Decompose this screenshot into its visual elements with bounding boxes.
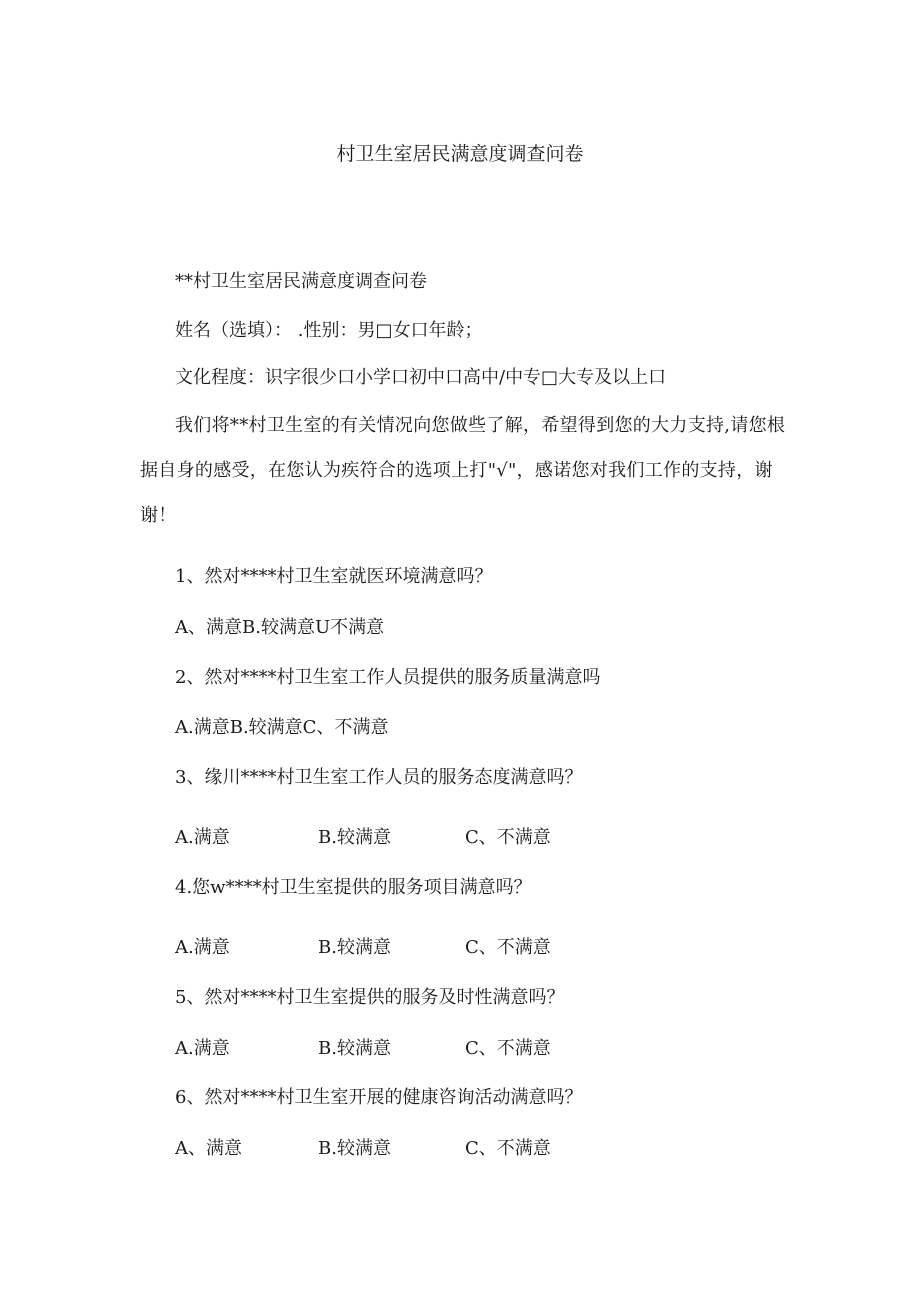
education-line: 文化程度：识字很少口小学口初中口高中/中专□大专及以上口 — [175, 367, 667, 388]
respondent-info-line: 姓名（选填）： .性别：男□女口年龄； — [175, 320, 483, 341]
question-2-options: A.满意B.较满意C、不满意 — [175, 717, 389, 738]
question-3: 3、缘川****村卫生室工作人员的服务态度满意吗？ — [175, 767, 583, 788]
question-6-option-a: A、满意 — [175, 1138, 242, 1159]
question-2: 2、然对****村卫生室工作人员提供的服务质量满意吗 — [175, 667, 601, 688]
question-4-option-b: B.较满意 — [318, 937, 391, 958]
question-5-option-a: A.满意 — [175, 1038, 230, 1059]
question-4: 4.您w****村卫生室提供的服务项目满意吗？ — [175, 877, 532, 898]
question-4-option-a: A.满意 — [175, 937, 230, 958]
question-3-option-c: C、不满意 — [465, 827, 551, 848]
question-5: 5、然对****村卫生室提供的服务及时性满意吗？ — [175, 987, 565, 1008]
question-6: 6、然对****村卫生室开展的健康咨询活动满意吗？ — [175, 1087, 583, 1108]
page-title: 村卫生室居民满意度调查问卷 — [336, 143, 584, 165]
question-3-option-b: B.较满意 — [318, 827, 391, 848]
question-5-option-b: B.较满意 — [318, 1038, 391, 1059]
question-5-option-c: C、不满意 — [465, 1038, 551, 1059]
survey-subtitle: **村卫生室居民满意度调查问卷 — [175, 271, 427, 292]
question-3-option-a: A.满意 — [175, 827, 230, 848]
question-1-options: A、满意B.较满意U不满意 — [175, 617, 385, 638]
question-1: 1、然对****村卫生室就医环境满意吗？ — [175, 566, 493, 587]
question-6-option-b: B.较满意 — [318, 1138, 391, 1159]
question-6-option-c: C、不满意 — [465, 1138, 551, 1159]
intro-paragraph: 我们将**村卫生室的有关情况向您做些了解，希望得到您的大力支持,请您根据自身的感受，在您认为疾符合的选项上打"√"，感诺您对我们工作的支持，谢谢！ — [140, 415, 786, 526]
question-4-option-c: C、不满意 — [465, 937, 551, 958]
